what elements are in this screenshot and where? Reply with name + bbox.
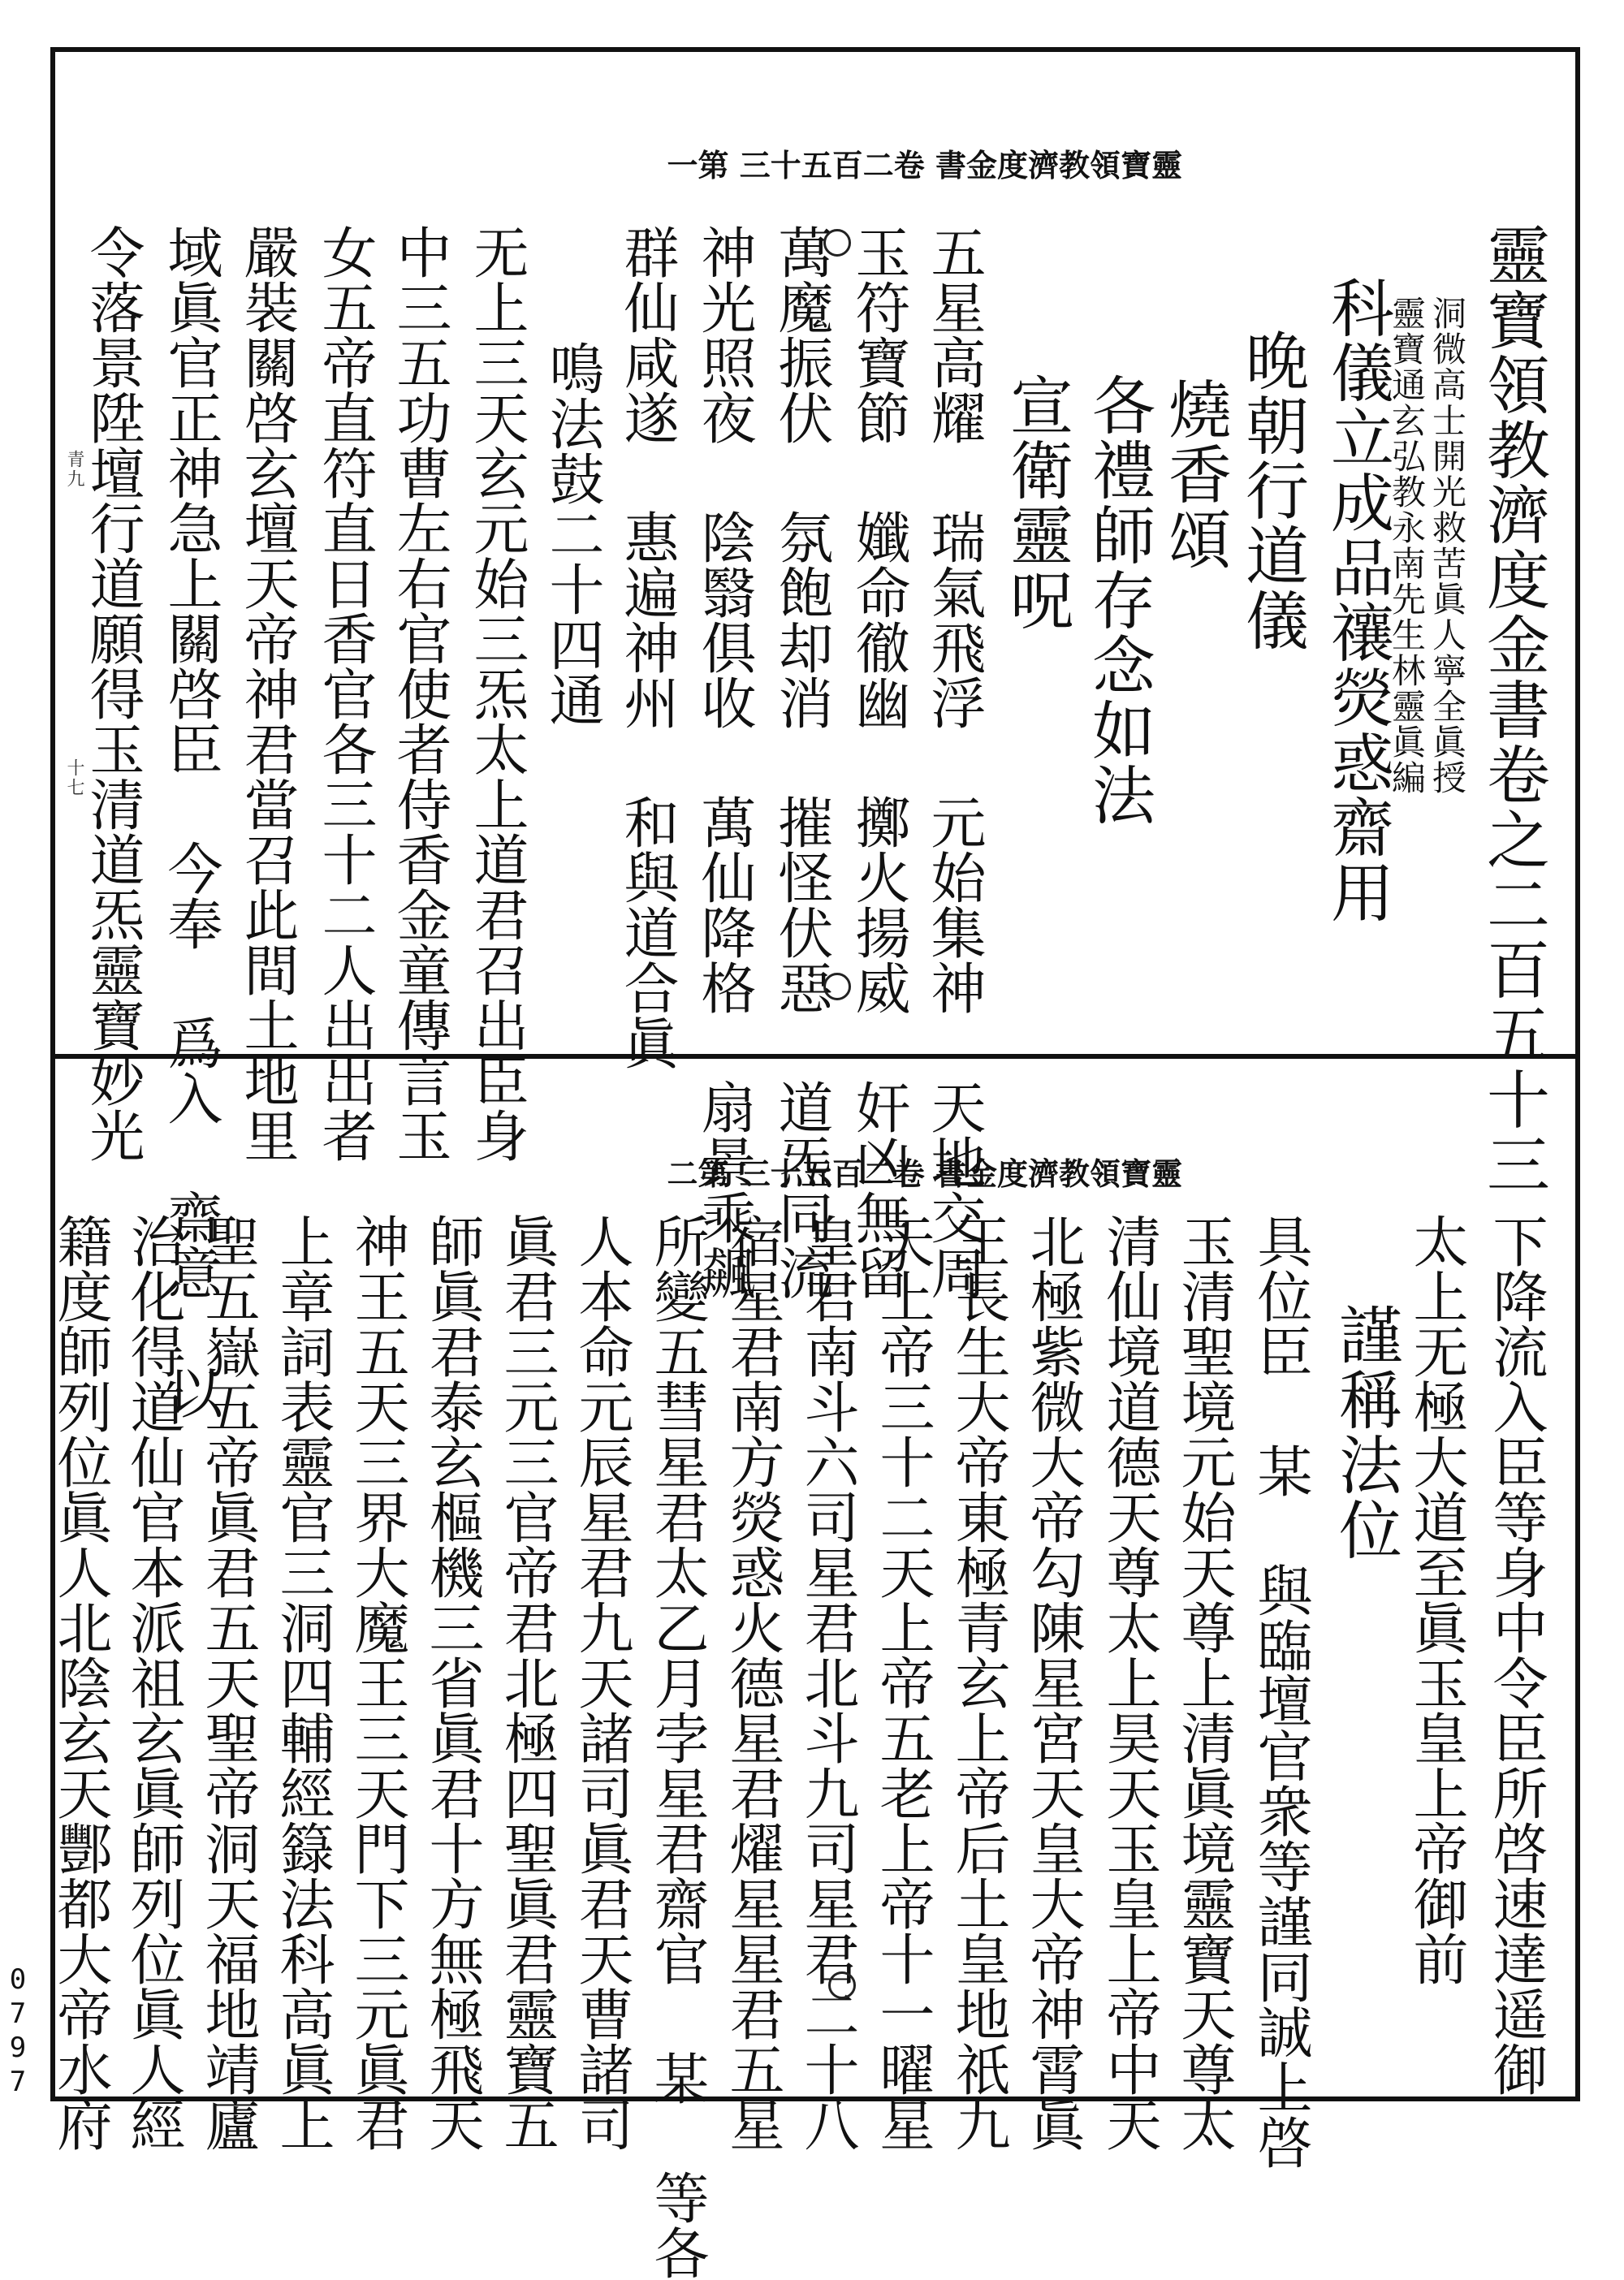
- text-line: 玉清聖境元始天尊上清眞境靈寶天尊太: [1172, 1213, 1236, 2152]
- text-line: 眞君三元三官帝君北極四聖眞君靈寶五: [495, 1213, 559, 2152]
- subsection-title: 宣衛靈呪: [1000, 373, 1073, 633]
- text-line: 嚴裝關啓玄壇天帝神君當召此間土地里: [235, 224, 299, 1163]
- volume-title: 靈寶領教濟度金書卷之二百五十三: [1476, 222, 1549, 1197]
- verse-line: 群仙咸遂 惠遍神州 和與道合眞: [615, 224, 679, 1070]
- text-line: 籍度師列位眞人北陰玄天酆都大帝水府: [48, 1213, 112, 2152]
- bottom-page: [48, 1059, 1575, 2280]
- section-title: 晚朝行道儀: [1235, 328, 1308, 653]
- text-line: 女五帝直符直日香官各三十二人出出者: [313, 224, 377, 1163]
- section-title: 科儀立成品禳熒惑齋用: [1320, 275, 1393, 925]
- text-line: 中三五功曹左右官使者侍香金童傳言玉: [387, 224, 451, 1163]
- margin-note: 十七: [64, 758, 84, 797]
- text-line: 清仙境道德天尊太上昊天玉皇上帝中天: [1097, 1213, 1161, 2152]
- punctuation-circle: [823, 229, 851, 257]
- text-line: 上章詞表靈官三洞四輔經籙法科高眞上: [270, 1213, 335, 2152]
- verse-line: 萬魔振伏 氛飽却消 摧怪伏惡 道炁同流: [769, 224, 833, 1300]
- page-number: 0797: [2, 1963, 34, 2100]
- verse-line: 玉符寶節 孅命徹幽 擲火揚威 奸凶無留: [846, 224, 910, 1300]
- text-line: 域眞官正神急上關啓臣 今奉 爲入 齋意 以: [158, 224, 222, 1419]
- running-header: 一第 三十五百二卷 書金度濟教領寶靈: [667, 147, 1182, 184]
- instruction-text: 各禮師存念如法: [1082, 373, 1155, 827]
- credit-line: 靈寶通玄弘教永南先生林靈眞編: [1387, 296, 1427, 796]
- text-line: 皇君南斗六司星君北斗九司星君二十八: [795, 1213, 859, 2152]
- running-header: 二第 三十五百二卷 書金度濟教領寶靈: [667, 1155, 1182, 1192]
- text-line: 師眞君泰玄樞機三省眞君十方無極飛天: [420, 1213, 484, 2152]
- text-line: 宿星君南方熒惑火德星君燿星星君五星: [720, 1213, 784, 2152]
- text-line: 人本命元辰星君九天諸司眞君天曹諸司: [569, 1213, 633, 2152]
- text-line: 治化得道仙官本派祖玄眞師列位眞人經: [121, 1213, 185, 2152]
- text-line: 令落景陞壇行道願得玉清道炁靈寶妙光: [80, 224, 145, 1163]
- text-line: 天上帝三十二天上帝五老上帝十一曜星: [870, 1213, 935, 2152]
- text-line: 太上无極大道至眞玉皇上帝御前: [1404, 1213, 1468, 1986]
- punctuation-circle: [828, 1971, 856, 1999]
- punctuation-circle: [823, 973, 851, 1000]
- subsection-title: 燒香頌: [1158, 377, 1231, 572]
- text-line: 北極紫微大帝勾陳星宮天皇大帝神霄眞: [1021, 1213, 1085, 2152]
- verse-line: 五星高耀 瑞氣飛浮 元始集神 天地交周: [922, 224, 986, 1300]
- text-line: 神王五天三界大魔王三天門下三元眞君: [345, 1213, 409, 2152]
- credit-line: 洞微高士開光救苦眞人寧全眞授: [1427, 296, 1467, 796]
- text-line: 具位臣 某 與臨壇官衆等謹同誠上啓: [1248, 1213, 1312, 2170]
- margin-note: 青九: [64, 450, 84, 489]
- text-line: 聖五嶽五帝眞君五天聖帝洞天福地靖廬: [196, 1213, 260, 2152]
- verse-line: 神光照夜 陰翳俱收 萬仙降格 扇景乘飆: [692, 224, 756, 1300]
- rubric-line: 鳴法鼓二十四通: [540, 340, 604, 727]
- text-line: 无上三天玄元始三炁太上道君召出臣身: [464, 224, 529, 1163]
- text-line: 所變五彗星君太乙月孛星君齋官 某 等各: [645, 1213, 709, 2280]
- text-line: 王長生大帝東極青玄上帝后土皇地祇九: [946, 1213, 1010, 2152]
- subsection-title: 謹稱法位: [1328, 1302, 1402, 1562]
- text-line: 下降流入臣等身中令臣所啓速達遥御: [1484, 1213, 1548, 2096]
